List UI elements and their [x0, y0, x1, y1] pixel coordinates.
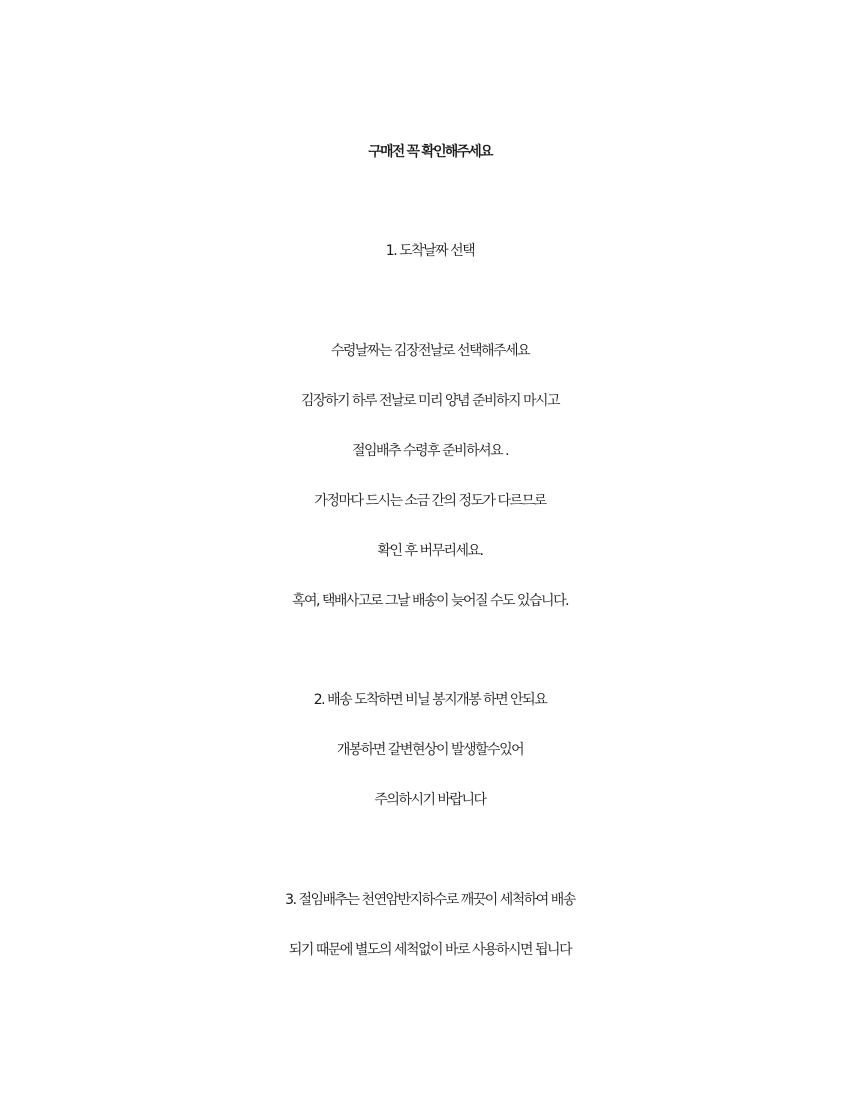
section-1-line: 확인 후 버무리세요. [377, 543, 483, 559]
section-1-line: 가정마다 드시는 소금 간의 정도가 다르므로 [314, 493, 546, 509]
section-1-line: 김장하기 하루 전날로 미리 양념 준비하지 마시고 [300, 393, 560, 409]
section-2-line: 개봉하면 갈변현상이 발생할수있어 [336, 742, 524, 758]
section-1-line: 절임배추 수령후 준비하셔요 . [351, 443, 509, 459]
section-3-line: 되기 때문에 별도의 세척없이 바로 사용하시면 됩니다 [288, 942, 572, 958]
section-1-heading: 1. 도착날짜 선택 [385, 243, 475, 259]
section-2-heading: 2. 배송 도착하면 비닐 봉지개봉 하면 안되요 [313, 692, 547, 708]
notice-title: 구매전 꼭 확인해주세요 [368, 144, 492, 160]
section-2-line: 주의하시기 바랍니다 [374, 792, 486, 808]
section-3-heading: 3. 절임배추는 천연암반지하수로 깨끗이 세척하여 배송 [285, 892, 575, 908]
section-1-line: 혹여, 택배사고로 그날 배송이 늦어질 수도 있습니다. [291, 593, 569, 609]
section-1-line: 수령날짜는 김장전날로 선택해주세요 [330, 343, 530, 359]
